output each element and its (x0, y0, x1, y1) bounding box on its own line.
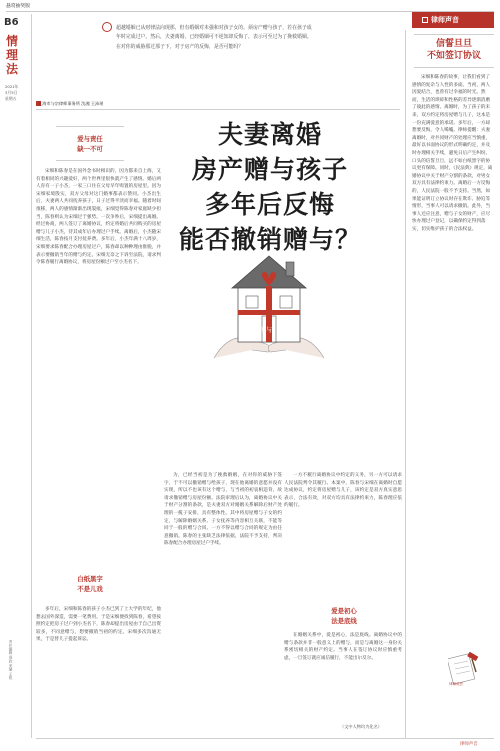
flag-square-icon (422, 17, 428, 23)
subhead-line: 缺一不可 (77, 145, 103, 153)
commentary-rule (414, 34, 494, 35)
paragraph: 多年后，宋细和陈春的孩子小杰已到了上大学的年纪，他想去国外深造，需要一笔费用。于是宋细便找到陈春，希望按照约定把房子过户到小杰名下，陈春却提出房屋由于自己出资较多，不同意赠与，想要撤销当初的约定。宋细多次沟通无果，于是替儿子提起诉讼。 (36, 607, 161, 643)
article-body-col2 (164, 472, 282, 734)
quote-icon (102, 22, 112, 32)
date-year: 2021年 (5, 84, 19, 89)
right-divider (405, 30, 406, 738)
author-note: （文中人物均为化名） (340, 724, 382, 729)
paragraph: 宋细和陈春的故事，让我们看到了感情的复杂与人性的多面。当初，两人因爱结合，也曾有过幸福的时光。然而，生活的琐碎和性格的差异逐渐消磨了彼此的感情。离婚时，为了孩子的未来，双方约定将房屋赠与儿子，这本是一份充满爱意的承诺。多年后，一方却想要反悔，令人唏嘘。律师提醒：夫妻离婚时，对共同财产的处理应当慎重，最好以书面协议的形式明确约定，并及时办理相关手续，避免日后产生纠纷。口头的信誓旦旦，远不如白纸黑字的协议更有保障。同时，《民法典》规定，离婚协议中关于财产分割的条款，对男女双方具有法律约束力。离婚后一方反悔的，人民法院一般不予支持。当然，如果能证明订立协议时存在欺诈、胁迫等情形，当事人可以请求撤销。此外，当事人还应注意，赠与子女的财产，应尽快办理过户登记，以确保约定得到落实，切实维护孩子的合法权益。 (412, 75, 493, 232)
commentary-title-line: 信誓旦旦 (435, 39, 472, 49)
commentary-title (414, 38, 494, 62)
paragraph: 为，已经当初是为了挽救婚姻，在对你的威胁下签字，于不可以撤销赠与给孩子，现在他离婚的意愿并没有实现，所以不也该有这个赠与，与当初的初衷相违背，故请求撤销赠与房屋份额。法院审理后认为，离婚协议中关于财产分割的条款，是夫妻双方对婚姻关系解除后财产处理的一揽子安排，具有整体性。其中将房屋赠与子女的约定，与解除婚姻关系、子女抚养等内容相互关联，不能等同于一般的赠与合同。一方不得以赠与合同的规定为由任意撤销。陈春的主张缺乏法律依据，法院不予支持，判决陈春配合办理房屋过户手续。 (164, 473, 282, 547)
page-flag (412, 12, 494, 28)
paragraph: 一方不履行离婚协议中约定的义务，另一方可以请求人民法院判令其履行。本案中，陈春与宋细在离婚时自愿达成协议，约定将房屋赠与儿子，该约定是双方真实意思表示，合法有效，对双方均具有法律约束力，陈春理应依约履行。 (284, 473, 402, 509)
article-body-col3b (284, 632, 402, 724)
subhead-line: 白纸黑字 (77, 575, 103, 583)
headline-line: 多年后反悔 (204, 190, 335, 219)
byline-rule (36, 109, 400, 110)
subhead-rule (56, 126, 124, 127)
subhead-line: 法是底线 (331, 617, 357, 625)
editor-credits: 责任编辑 周欣 美编 王锐 (9, 640, 13, 680)
paragraph: 在婚姻关系中，爱是初心，法是底线。离婚协议中的赠与条款并非一般意义上的赠与，而是与离婚这一身份关系密切相关的财产约定。当事人在签订协议时应慎重考虑，一旦签订就应诚信履行，不能出尔反尔。 (284, 633, 402, 661)
illustration-caption: 赠与 (260, 327, 273, 334)
house-gift-illustration (208, 246, 330, 366)
subhead-line: 不是儿戏 (77, 585, 103, 593)
byline: 上海市与宗律师事务所 沈湘 王沛瑶 (38, 101, 104, 106)
weekday: 星期五 (5, 96, 17, 101)
headline (165, 117, 375, 257)
subhead-love-responsibility (50, 134, 130, 154)
page-flag-label: 律师声音 (431, 16, 459, 24)
subhead-black-white (50, 574, 130, 594)
commentary-rule (414, 67, 494, 68)
paragraph: 宋细和陈春是在国外念书时相识的，因为都来自上海，又有着相同的兴趣爱好，两个世界里很快就产生了感情。婚后两人育有一子小杰，一家三口住在父母早年购置的房屋里。因为宋细家境殷实，双方父母对这门婚事都表示赞同。小杰出生后，夫妻两人共同抚养孩子，日子过得平淡而幸福。随着时间推移，两人的感情渐渐出现裂痕，宋细觉得陈春对家庭缺少担当，陈春则认为宋细过于强势。一次争吵后，宋细提出离婚。经过协商，两人签订了离婚协议，约定将婚后共同购买的房屋赠与儿子小杰，待其成年后办理过户手续。离婚后，小杰随宋细生活，陈春按月支付抚养费。多年后，小杰年满十八周岁，宋细要求陈春配合办理房屋过户，陈春却以种种理由推脱，并表示要撤销当年的赠与约定。宋细无奈之下诉至法院，请求判令陈春履行离婚协议，将房屋份额过户至小杰名下。 (36, 169, 161, 266)
headline-line: 房产赠与孩子 (191, 155, 348, 184)
commentary-body (412, 74, 494, 694)
subhead-rule (56, 160, 124, 161)
article-body-col3 (284, 472, 402, 602)
paper-name: 悬赏抽奖版 (6, 4, 30, 9)
footer-label: 律师声音 (460, 742, 478, 747)
page-number: B6 (4, 17, 19, 28)
commentary-title-line: 不如签订协议 (426, 51, 481, 61)
subhead-line: 爱是初心 (331, 607, 357, 615)
article-body-col1 (36, 168, 161, 568)
headline-line: 夫妻离婚 (217, 120, 322, 149)
subhead-line: 爱与责任 (77, 135, 103, 143)
headline-line: 能否撤销赠与？ (178, 225, 361, 254)
date-day: 3月5日 (5, 90, 18, 95)
left-divider (31, 14, 32, 738)
footer-rule (36, 738, 494, 739)
article-body-col1b (36, 606, 161, 734)
section-title: 情理法 (6, 34, 19, 76)
intro-text: 超越婚姻已从财律法向现那，但有婚姻对未强和对孩子女的。须房产赠与孩子，若在孩子成年时完成过户。然后，夫妻离婚，已经婚姻可不逆知却反悔了，表示可至过为了挽救婚姻。在对你的威胁那过那子下，对于房产的反悔，是否可能吗？ (116, 25, 312, 50)
gavel-badge-icon (448, 650, 482, 686)
subhead-love-law (304, 606, 384, 626)
badge-label: 律师说法 (449, 682, 464, 686)
